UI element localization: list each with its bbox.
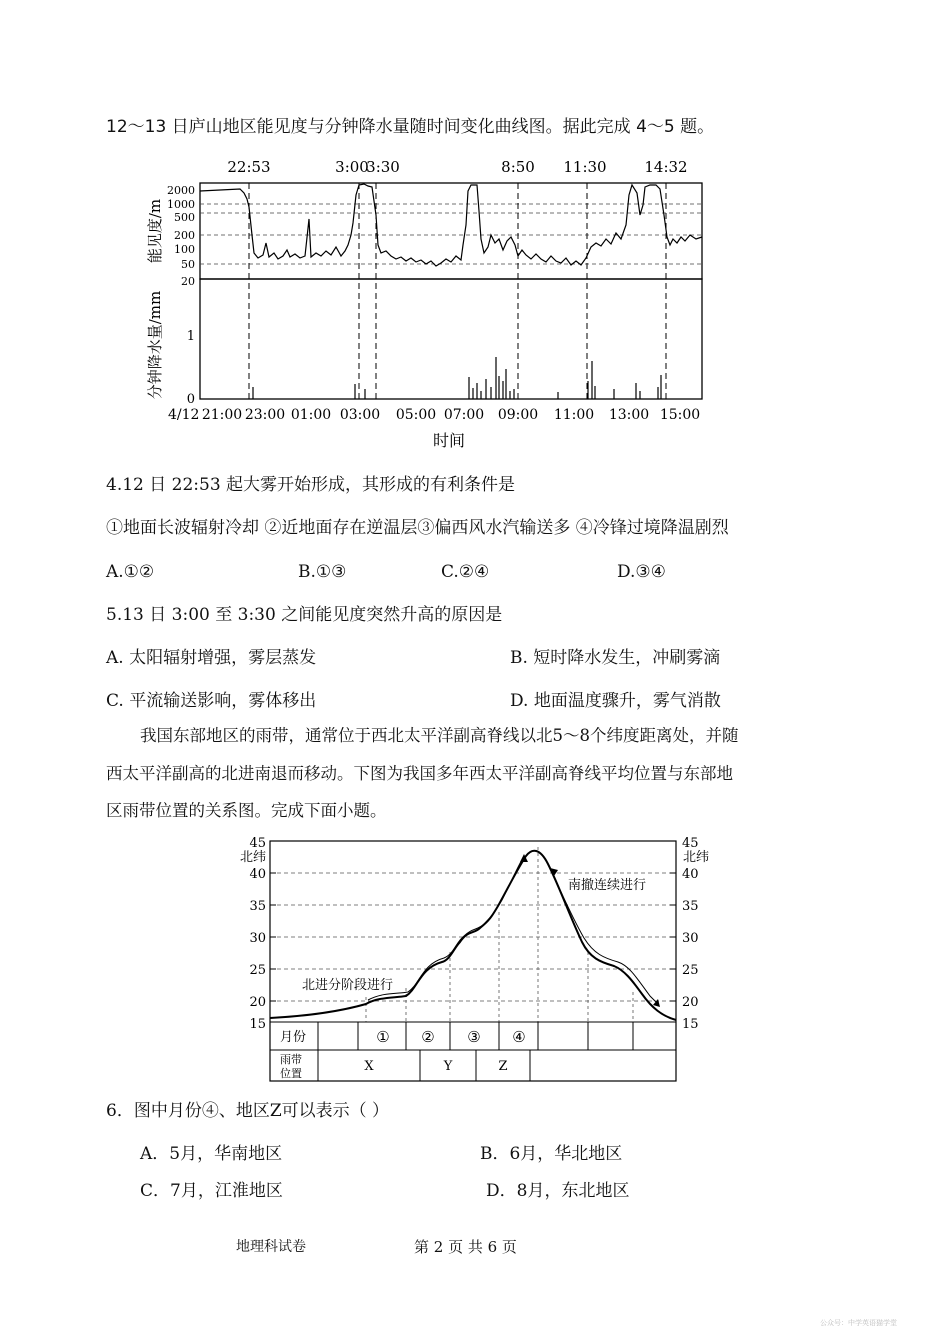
y-tick-right: 25 — [682, 963, 699, 978]
visibility-curve — [200, 184, 702, 266]
y-top-tick: 20 — [181, 275, 195, 288]
y-tick-left: 45 — [249, 836, 266, 851]
q5-option-d[interactable]: D. 地面温度骤升，雾气消散 — [510, 691, 721, 711]
y-top-tick: 100 — [174, 243, 195, 256]
intro-text-2-line-1: 我国东部地区的雨带，通常位于西北太平洋副高脊线以北5～8个纬度距离处，并随 — [140, 726, 739, 745]
top-label: 3:00 — [335, 158, 369, 176]
q6-stem: 6．图中月份④、地区Z可以表示（ ） — [106, 1101, 390, 1121]
date-label: 4/12 — [168, 407, 200, 423]
q6-option-c[interactable]: C．7月，江淮地区 — [140, 1181, 283, 1201]
intro-text-2-line-3: 区雨带位置的关系图。完成下面小题。 — [106, 801, 387, 820]
y-tick-left: 30 — [249, 931, 266, 946]
x-tick: 13:00 — [608, 407, 650, 423]
y-tick-left: 35 — [249, 899, 266, 914]
y-top-tick: 2000 — [167, 184, 195, 197]
y-tick-left: 40 — [249, 867, 266, 882]
month-cell: ① — [376, 1028, 390, 1046]
x-tick: 15:00 — [659, 407, 701, 423]
q6-option-b[interactable]: B．6月，华北地区 — [480, 1144, 623, 1164]
x-tick: 21:00 — [201, 407, 243, 423]
y-bottom-title: 分钟降水量/mm — [146, 290, 164, 400]
footer-watermark: 公众号：中学英语猫学堂 — [820, 1319, 897, 1327]
q6-option-d[interactable]: D．8月，东北地区 — [486, 1181, 630, 1201]
y-tick-right: 20 — [682, 995, 699, 1010]
zone-cell: Y — [443, 1059, 453, 1074]
x-tick: 01:00 — [290, 407, 332, 423]
x-tick: 05:00 — [395, 407, 437, 423]
intro-text-1: 12～13 日庐山地区能见度与分钟降水量随时间变化曲线图。据此完成 4～5 题。 — [106, 117, 715, 137]
q4-option-d[interactable]: D.③④ — [617, 562, 666, 582]
month-cell: ④ — [512, 1028, 526, 1046]
q5-option-b[interactable]: B. 短时降水发生，冲刷雾滴 — [510, 648, 721, 668]
bottom-panel-frame — [200, 279, 702, 399]
subtropical-high-chart — [228, 832, 728, 1084]
x-tick: 07:00 — [443, 407, 485, 423]
row-rainbelt-title-b: 位置 — [280, 1067, 302, 1080]
row-month-title: 月份 — [280, 1030, 307, 1045]
y-tick-right: 30 — [682, 931, 699, 946]
y-tick-right: 40 — [682, 867, 699, 882]
x-tick: 03:00 — [339, 407, 381, 423]
q4-option-b[interactable]: B.①③ — [298, 562, 347, 582]
y-title-left: 北纬 — [240, 850, 267, 865]
q4-option-c[interactable]: C.②④ — [441, 562, 490, 582]
q4-option-a[interactable]: A.①② — [106, 562, 155, 582]
visibility-precipitation-chart — [140, 155, 710, 455]
y-top-tick: 200 — [174, 229, 195, 242]
q5-option-c[interactable]: C. 平流输送影响，雾体移出 — [106, 691, 317, 711]
y-top-tick: 1000 — [167, 198, 195, 211]
q6-option-a[interactable]: A．5月，华南地区 — [140, 1144, 283, 1164]
month-cell: ③ — [467, 1028, 481, 1046]
x-tick: 23:00 — [244, 407, 286, 423]
q5-stem: 5.13 日 3:00 至 3:30 之间能见度突然升高的原因是 — [106, 605, 503, 625]
zone-cell: Z — [498, 1059, 508, 1074]
precipitation-bars — [253, 357, 661, 399]
y-top-tick: 50 — [181, 258, 195, 271]
label-north: 北进分阶段进行 — [302, 978, 394, 993]
q4-stem: 4.12 日 22:53 起大雾开始形成，其形成的有利条件是 — [106, 475, 516, 495]
top-panel-frame — [200, 183, 702, 279]
top-label: 22:53 — [227, 158, 271, 176]
x-tick: 11:00 — [553, 407, 595, 423]
top-label: 11:30 — [563, 158, 607, 176]
ridge-curve — [270, 851, 676, 1020]
y-tick-left: 15 — [249, 1017, 266, 1032]
x-title: 时间 — [432, 431, 466, 450]
intro-text-2-line-2: 西太平洋副高的北进南退而移动。下图为我国多年西太平洋副高脊线平均位置与东部地 — [106, 764, 733, 783]
top-label: 3:30 — [366, 158, 400, 176]
y-title-right: 北纬 — [683, 850, 710, 865]
y-top-title: 能见度/m — [146, 198, 164, 264]
y-tick-left: 25 — [249, 963, 266, 978]
footer-subject: 地理科试卷 — [236, 1239, 306, 1255]
q5-option-a[interactable]: A. 太阳辐射增强，雾层蒸发 — [106, 648, 317, 668]
month-cell: ② — [421, 1028, 435, 1046]
y-tick-right: 35 — [682, 899, 699, 914]
y-tick-right: 45 — [682, 836, 699, 851]
y-tick-left: 20 — [249, 995, 266, 1010]
zone-cell: X — [364, 1059, 374, 1074]
y-bottom-tick: 0 — [186, 392, 195, 407]
q4-conditions: ①地面长波辐射冷却 ②近地面存在逆温层③偏西风水汽输送多 ④冷锋过境降温剧烈 — [106, 518, 729, 538]
row-rainbelt-title-a: 雨带 — [280, 1053, 302, 1066]
y-tick-right: 15 — [682, 1017, 699, 1032]
footer-page: 第 2 页 共 6 页 — [414, 1238, 517, 1256]
label-south: 南撤连续进行 — [568, 878, 647, 893]
y-top-tick: 500 — [174, 211, 195, 224]
top-label: 14:32 — [644, 158, 688, 176]
x-tick: 09:00 — [497, 407, 539, 423]
top-label: 8:50 — [501, 158, 535, 176]
y-bottom-tick: 1 — [186, 329, 195, 344]
